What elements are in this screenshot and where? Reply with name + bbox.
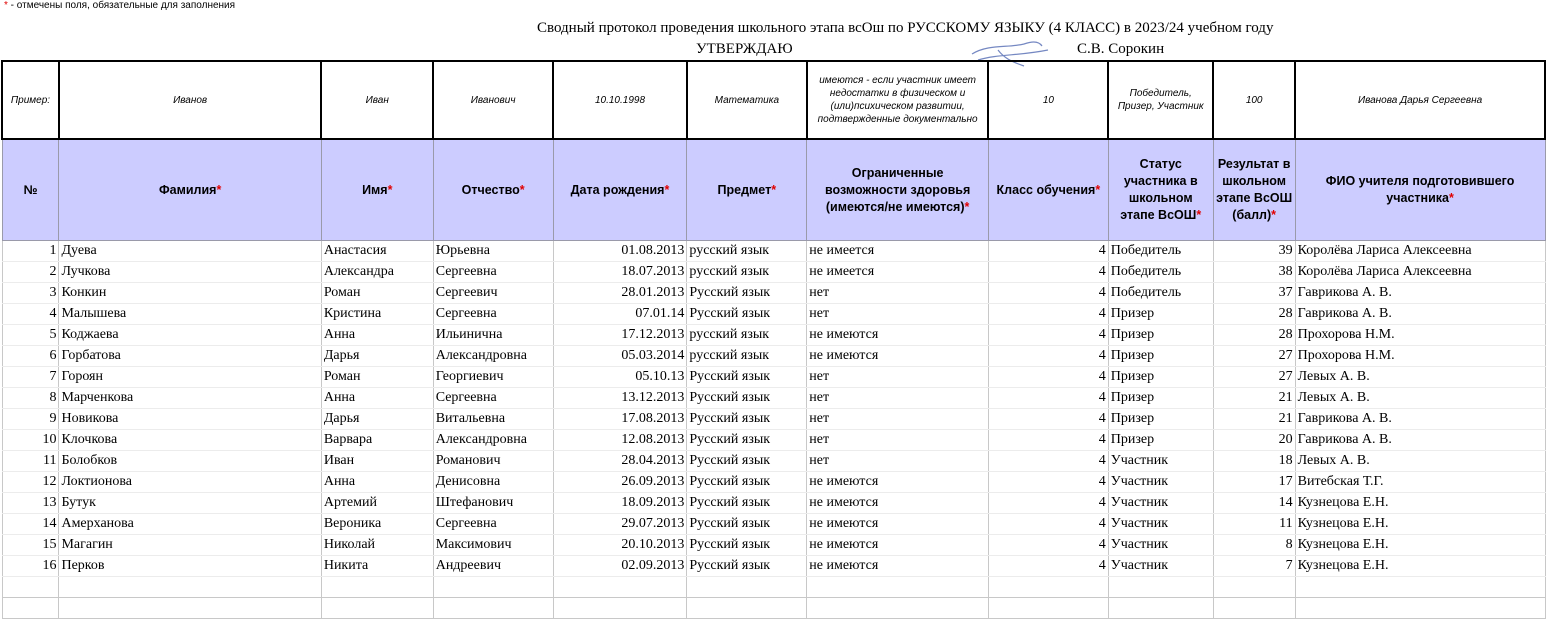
column-header-label: Статус участника в школьном этапе ВсОШ [1120, 157, 1198, 222]
example-row [2, 61, 1545, 139]
cell-teacher[interactable]: Кузнецова Е.Н. [1295, 493, 1545, 514]
column-header-label: № [23, 182, 38, 197]
cell-patronymic[interactable]: Александровна [433, 430, 553, 451]
cell-score[interactable]: 39 [1213, 241, 1295, 262]
cell-patronymic[interactable]: Сергеевна [433, 514, 553, 535]
cell-health[interactable]: не имеется [807, 241, 989, 262]
protocol-title: Сводный протокол проведения школьного этапа всОш по РУССКОМУ ЯЗЫКУ (4 КЛАСС) в 2023/24 учебном году [537, 20, 1274, 36]
required-marker: * [519, 182, 525, 197]
cell-birthdate[interactable]: 20.10.2013 [553, 535, 687, 556]
column-header-health[interactable] [807, 139, 989, 241]
cell-number[interactable]: 7 [2, 367, 59, 388]
empty-cell[interactable] [807, 598, 989, 619]
table-row [2, 283, 1545, 304]
table-row [2, 514, 1545, 535]
cell-name[interactable]: Роман [321, 367, 433, 388]
cell-surname[interactable]: Перков [59, 556, 321, 577]
empty-cell[interactable] [687, 577, 807, 598]
cell-patronymic[interactable]: Романович [433, 451, 553, 472]
cell-patronymic[interactable]: Максимович [433, 535, 553, 556]
cell-birthdate[interactable]: 01.08.2013 [553, 241, 687, 262]
cell-name[interactable]: Анна [321, 325, 433, 346]
cell-subject[interactable]: Русский язык [687, 556, 807, 577]
cell-teacher[interactable]: Кузнецова Е.Н. [1295, 535, 1545, 556]
empty-cell[interactable] [988, 577, 1108, 598]
cell-score[interactable]: 28 [1213, 304, 1295, 325]
cell-health[interactable]: не имеются [807, 472, 989, 493]
column-header-number[interactable] [2, 139, 59, 241]
cell-birthdate[interactable]: 29.07.2013 [553, 514, 687, 535]
example-cell-patronymic[interactable]: Иванович [433, 61, 553, 139]
cell-grade[interactable]: 4 [988, 304, 1108, 325]
cell-name[interactable]: Анастасия [321, 241, 433, 262]
cell-surname[interactable]: Клочкова [59, 430, 321, 451]
cell-health[interactable]: нет [807, 367, 989, 388]
cell-surname[interactable]: Болобков [59, 451, 321, 472]
cell-grade[interactable]: 4 [988, 241, 1108, 262]
cell-teacher[interactable]: Прохорова Н.М. [1295, 325, 1545, 346]
cell-patronymic[interactable]: Сергеевна [433, 262, 553, 283]
cell-birthdate[interactable]: 12.08.2013 [553, 430, 687, 451]
required-marker: * [387, 182, 393, 197]
cell-name[interactable]: Анна [321, 388, 433, 409]
cell-patronymic[interactable]: Витальевна [433, 409, 553, 430]
column-header-label: Имя [362, 182, 388, 197]
empty-cell[interactable] [1295, 577, 1545, 598]
cell-birthdate[interactable]: 18.07.2013 [553, 262, 687, 283]
cell-subject[interactable]: русский язык [687, 262, 807, 283]
cell-grade[interactable]: 4 [988, 472, 1108, 493]
table-row [2, 241, 1545, 262]
cell-birthdate[interactable]: 07.01.14 [553, 304, 687, 325]
column-header-birthdate[interactable] [553, 139, 687, 241]
approve-label: УТВЕРЖДАЮ [696, 41, 793, 57]
cell-surname[interactable]: Лучкова [59, 262, 321, 283]
cell-subject[interactable]: Русский язык [687, 388, 807, 409]
cell-health[interactable]: не имеются [807, 325, 989, 346]
cell-status[interactable]: Призер [1108, 409, 1213, 430]
cell-status[interactable]: Призер [1108, 367, 1213, 388]
cell-status[interactable]: Призер [1108, 430, 1213, 451]
cell-score[interactable]: 17 [1213, 472, 1295, 493]
column-header-status[interactable] [1108, 139, 1213, 241]
cell-surname[interactable]: Малышева [59, 304, 321, 325]
required-marker: * [664, 182, 670, 197]
cell-patronymic[interactable]: Георгиевич [433, 367, 553, 388]
empty-cell[interactable] [321, 577, 433, 598]
cell-number[interactable]: 14 [2, 514, 59, 535]
cell-name[interactable]: Никита [321, 556, 433, 577]
required-marker: * [216, 182, 222, 197]
cell-score[interactable]: 28 [1213, 325, 1295, 346]
cell-grade[interactable]: 4 [988, 451, 1108, 472]
cell-surname[interactable]: Дуева [59, 241, 321, 262]
column-header-subject[interactable] [687, 139, 807, 241]
cell-name[interactable]: Николай [321, 535, 433, 556]
cell-status[interactable]: Призер [1108, 325, 1213, 346]
column-header-label: Результат в школьном этапе ВсОШ (балл) [1216, 157, 1293, 222]
cell-subject[interactable]: Русский язык [687, 472, 807, 493]
cell-health[interactable]: нет [807, 430, 989, 451]
empty-cell[interactable] [2, 598, 59, 619]
cell-teacher[interactable]: Гаврикова А. В. [1295, 409, 1545, 430]
cell-subject[interactable]: Русский язык [687, 451, 807, 472]
cell-patronymic[interactable]: Денисовна [433, 472, 553, 493]
example-cell-status[interactable]: Победитель, Призер, Участник [1108, 61, 1213, 139]
cell-subject[interactable]: Русский язык [687, 283, 807, 304]
example-cell-grade[interactable]: 10 [988, 61, 1108, 139]
cell-patronymic[interactable]: Ильинична [433, 325, 553, 346]
empty-cell[interactable] [1108, 598, 1213, 619]
cell-grade[interactable]: 4 [988, 535, 1108, 556]
cell-grade[interactable]: 4 [988, 430, 1108, 451]
cell-subject[interactable]: Русский язык [687, 409, 807, 430]
cell-teacher[interactable]: Прохорова Н.М. [1295, 346, 1545, 367]
cell-grade[interactable]: 4 [988, 409, 1108, 430]
cell-teacher[interactable]: Гаврикова А. В. [1295, 283, 1545, 304]
table-row [2, 535, 1545, 556]
cell-patronymic[interactable]: Александровна [433, 346, 553, 367]
cell-status[interactable]: Участник [1108, 472, 1213, 493]
column-header-score[interactable] [1213, 139, 1295, 241]
column-header-label: Предмет [717, 182, 772, 197]
cell-subject[interactable]: русский язык [687, 346, 807, 367]
column-header-patronymic[interactable] [433, 139, 553, 241]
cell-surname[interactable]: Магагин [59, 535, 321, 556]
cell-surname[interactable]: Амерханова [59, 514, 321, 535]
cell-status[interactable]: Победитель [1108, 241, 1213, 262]
column-header-teacher[interactable] [1295, 139, 1545, 241]
required-marker: * [1271, 208, 1277, 222]
cell-grade[interactable]: 4 [988, 283, 1108, 304]
empty-row [2, 598, 1545, 619]
cell-number[interactable]: 8 [2, 388, 59, 409]
cell-teacher[interactable]: Гаврикова А. В. [1295, 304, 1545, 325]
empty-cell[interactable] [1295, 598, 1545, 619]
cell-health[interactable]: не имеется [807, 262, 989, 283]
empty-cell[interactable] [321, 598, 433, 619]
table-row [2, 493, 1545, 514]
column-header-surname[interactable] [59, 139, 321, 241]
cell-health[interactable]: не имеются [807, 346, 989, 367]
cell-score[interactable]: 11 [1213, 514, 1295, 535]
cell-grade[interactable]: 4 [988, 367, 1108, 388]
cell-grade[interactable]: 4 [988, 493, 1108, 514]
cell-status[interactable]: Участник [1108, 451, 1213, 472]
cell-score[interactable]: 27 [1213, 367, 1295, 388]
cell-name[interactable]: Иван [321, 451, 433, 472]
cell-teacher[interactable]: Кузнецова Е.Н. [1295, 556, 1545, 577]
cell-status[interactable]: Участник [1108, 514, 1213, 535]
cell-score[interactable]: 27 [1213, 346, 1295, 367]
empty-cell[interactable] [1213, 577, 1295, 598]
cell-surname[interactable]: Горбатова [59, 346, 321, 367]
cell-number[interactable]: 9 [2, 409, 59, 430]
example-cell-teacher[interactable]: Иванова Дарья Сергеевна [1295, 61, 1545, 139]
cell-grade[interactable]: 4 [988, 262, 1108, 283]
required-marker: * [1095, 182, 1101, 197]
table-row [2, 388, 1545, 409]
cell-name[interactable]: Кристина [321, 304, 433, 325]
cell-status[interactable]: Призер [1108, 346, 1213, 367]
protocol-table [1, 60, 1546, 619]
cell-patronymic[interactable]: Сергеевич [433, 283, 553, 304]
cell-teacher[interactable]: Левых А. В. [1295, 388, 1545, 409]
empty-cell[interactable] [988, 598, 1108, 619]
header-row [2, 139, 1545, 241]
cell-patronymic[interactable]: Юрьевна [433, 241, 553, 262]
cell-status[interactable]: Победитель [1108, 283, 1213, 304]
cell-number[interactable]: 15 [2, 535, 59, 556]
column-header-label: Класс обучения [996, 182, 1096, 197]
cell-name[interactable]: Вероника [321, 514, 433, 535]
cell-teacher[interactable]: Гаврикова А. В. [1295, 430, 1545, 451]
cell-surname[interactable]: Конкин [59, 283, 321, 304]
cell-health[interactable]: не имеются [807, 535, 989, 556]
cell-number[interactable]: 4 [2, 304, 59, 325]
cell-birthdate[interactable]: 17.08.2013 [553, 409, 687, 430]
required-marker: * [964, 199, 970, 214]
cell-score[interactable]: 38 [1213, 262, 1295, 283]
cell-birthdate[interactable]: 26.09.2013 [553, 472, 687, 493]
signer-name: С.В. Сорокин [1077, 41, 1165, 57]
empty-cell[interactable] [433, 577, 553, 598]
cell-score[interactable]: 20 [1213, 430, 1295, 451]
column-header-name[interactable] [321, 139, 433, 241]
cell-name[interactable]: Роман [321, 283, 433, 304]
cell-health[interactable]: нет [807, 304, 989, 325]
cell-score[interactable]: 21 [1213, 409, 1295, 430]
cell-health[interactable]: не имеются [807, 493, 989, 514]
cell-surname[interactable]: Новикова [59, 409, 321, 430]
cell-status[interactable]: Победитель [1108, 262, 1213, 283]
cell-status[interactable]: Призер [1108, 388, 1213, 409]
cell-grade[interactable]: 4 [988, 325, 1108, 346]
cell-number[interactable]: 16 [2, 556, 59, 577]
required-star: * [4, 0, 8, 11]
cell-health[interactable]: нет [807, 451, 989, 472]
cell-surname[interactable]: Марченкова [59, 388, 321, 409]
cell-number[interactable]: 12 [2, 472, 59, 493]
empty-row [2, 577, 1545, 598]
cell-name[interactable]: Анна [321, 472, 433, 493]
cell-surname[interactable]: Бутук [59, 493, 321, 514]
column-header-label: Фамилия [158, 182, 217, 197]
table-row [2, 430, 1545, 451]
cell-birthdate[interactable]: 28.04.2013 [553, 451, 687, 472]
example-cell-health[interactable]: имеются - если участник имеет недостатки в физическом и (или)психическом развитии, подтвержденные документально [807, 61, 989, 139]
column-header-label: Ограниченные возможности здоровья (имеются/не имеются) [824, 165, 971, 214]
cell-birthdate[interactable]: 28.01.2013 [553, 283, 687, 304]
empty-cell[interactable] [1108, 577, 1213, 598]
required-marker: * [1448, 191, 1454, 205]
cell-grade[interactable]: 4 [988, 556, 1108, 577]
cell-grade[interactable]: 4 [988, 388, 1108, 409]
cell-status[interactable]: Призер [1108, 304, 1213, 325]
cell-birthdate[interactable]: 05.10.13 [553, 367, 687, 388]
required-note-text: - отмечены поля, обязательные для заполнения [7, 0, 236, 11]
cell-subject[interactable]: русский язык [687, 325, 807, 346]
cell-name[interactable]: Варвара [321, 430, 433, 451]
cell-health[interactable]: нет [807, 283, 989, 304]
required-marker: * [1196, 208, 1202, 222]
cell-score[interactable]: 21 [1213, 388, 1295, 409]
cell-birthdate[interactable]: 05.03.2014 [553, 346, 687, 367]
cell-grade[interactable]: 4 [988, 514, 1108, 535]
cell-name[interactable]: Александра [321, 262, 433, 283]
cell-teacher[interactable]: Королёва Лариса Алексеевна [1295, 262, 1545, 283]
cell-number[interactable]: 3 [2, 283, 59, 304]
cell-birthdate[interactable]: 18.09.2013 [553, 493, 687, 514]
cell-surname[interactable]: Гороян [59, 367, 321, 388]
cell-subject[interactable]: Русский язык [687, 514, 807, 535]
example-cell-subject[interactable]: Математика [687, 61, 807, 139]
cell-name[interactable]: Артемий [321, 493, 433, 514]
table-row [2, 304, 1545, 325]
cell-teacher[interactable]: Кузнецова Е.Н. [1295, 514, 1545, 535]
cell-health[interactable]: нет [807, 409, 989, 430]
cell-patronymic[interactable]: Сергеевна [433, 388, 553, 409]
cell-health[interactable]: не имеются [807, 556, 989, 577]
cell-subject[interactable]: Русский язык [687, 535, 807, 556]
cell-name[interactable]: Дарья [321, 346, 433, 367]
cell-teacher[interactable]: Левых А. В. [1295, 451, 1545, 472]
cell-teacher[interactable]: Левых А. В. [1295, 367, 1545, 388]
cell-number[interactable]: 10 [2, 430, 59, 451]
table-row [2, 556, 1545, 577]
cell-number[interactable]: 13 [2, 493, 59, 514]
cell-patronymic[interactable]: Штефанович [433, 493, 553, 514]
cell-teacher[interactable]: Королёва Лариса Алексеевна [1295, 241, 1545, 262]
cell-status[interactable]: Участник [1108, 535, 1213, 556]
example-cell-birthdate[interactable]: 10.10.1998 [553, 61, 687, 139]
cell-number[interactable]: 11 [2, 451, 59, 472]
empty-cell[interactable] [433, 598, 553, 619]
cell-status[interactable]: Участник [1108, 556, 1213, 577]
example-cell-surname[interactable]: Иванов [59, 61, 321, 139]
cell-patronymic[interactable]: Сергеевна [433, 304, 553, 325]
empty-cell[interactable] [553, 577, 687, 598]
cell-subject[interactable]: Русский язык [687, 304, 807, 325]
table-row [2, 472, 1545, 493]
table-row [2, 451, 1545, 472]
empty-cell[interactable] [807, 577, 989, 598]
cell-subject[interactable]: Русский язык [687, 430, 807, 451]
cell-name[interactable]: Дарья [321, 409, 433, 430]
cell-score[interactable]: 18 [1213, 451, 1295, 472]
cell-teacher[interactable]: Витебская Т.Г. [1295, 472, 1545, 493]
table-row [2, 346, 1545, 367]
cell-score[interactable]: 37 [1213, 283, 1295, 304]
example-cell-number[interactable]: Пример: [2, 61, 59, 139]
column-header-label: Дата рождения [570, 182, 665, 197]
cell-birthdate[interactable]: 17.12.2013 [553, 325, 687, 346]
column-header-label: Отчество [461, 182, 520, 197]
cell-subject[interactable]: Русский язык [687, 493, 807, 514]
column-header-label: ФИО учителя подготовившего участника [1325, 174, 1515, 205]
required-marker: * [771, 182, 777, 197]
table-row [2, 409, 1545, 430]
empty-cell[interactable] [1213, 598, 1295, 619]
table-row [2, 262, 1545, 283]
cell-birthdate[interactable]: 13.12.2013 [553, 388, 687, 409]
cell-health[interactable]: не имеются [807, 514, 989, 535]
empty-cell[interactable] [2, 577, 59, 598]
example-cell-name[interactable]: Иван [321, 61, 433, 139]
cell-status[interactable]: Участник [1108, 493, 1213, 514]
example-cell-score[interactable]: 100 [1213, 61, 1295, 139]
cell-subject[interactable]: Русский язык [687, 367, 807, 388]
cell-score[interactable]: 8 [1213, 535, 1295, 556]
table-row [2, 325, 1545, 346]
cell-number[interactable]: 5 [2, 325, 59, 346]
cell-number[interactable]: 1 [2, 241, 59, 262]
cell-score[interactable]: 14 [1213, 493, 1295, 514]
cell-patronymic[interactable]: Андреевич [433, 556, 553, 577]
cell-health[interactable]: нет [807, 388, 989, 409]
cell-number[interactable]: 6 [2, 346, 59, 367]
cell-birthdate[interactable]: 02.09.2013 [553, 556, 687, 577]
empty-cell[interactable] [59, 577, 321, 598]
empty-cell[interactable] [59, 598, 321, 619]
cell-surname[interactable]: Локтионова [59, 472, 321, 493]
empty-cell[interactable] [687, 598, 807, 619]
empty-cell[interactable] [553, 598, 687, 619]
cell-subject[interactable]: русский язык [687, 241, 807, 262]
cell-grade[interactable]: 4 [988, 346, 1108, 367]
cell-surname[interactable]: Коджаева [59, 325, 321, 346]
table-row [2, 367, 1545, 388]
column-header-grade[interactable] [988, 139, 1108, 241]
cell-score[interactable]: 7 [1213, 556, 1295, 577]
required-fields-note [4, 0, 235, 11]
cell-number[interactable]: 2 [2, 262, 59, 283]
